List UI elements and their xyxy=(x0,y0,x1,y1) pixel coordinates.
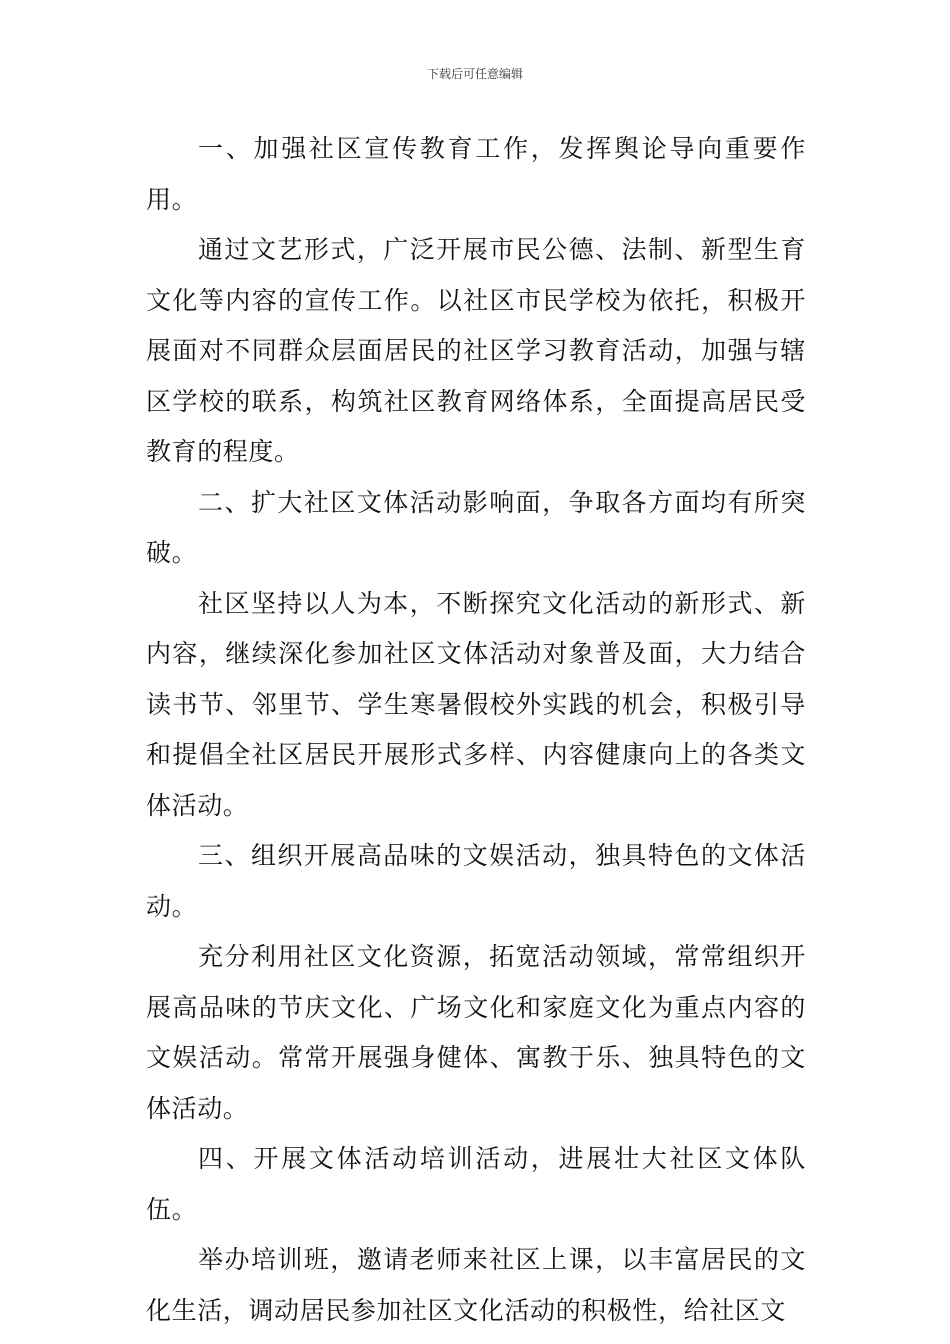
paragraph-4: 举办培训班，邀请老师来社区上课，以丰富居民的文化生活，调动居民参加社区文化活动的积极性，给社区文 xyxy=(146,1245,806,1325)
section-heading-3: 三、组织开展高品味的文娱活动，独具特色的文体活动。 xyxy=(146,841,806,921)
page-header: 下载后可任意编辑 xyxy=(426,67,523,81)
paragraph-3: 充分利用社区文化资源，拓宽活动领域，常常组织开展高品味的节庆文化、广场文化和家庭文化为重点内容的文娱活动。常常开展强身健体、寓教于乐、独具特色的文体活动。 xyxy=(146,942,806,1123)
paragraph-2: 社区坚持以人为本，不断探究文化活动的新形式、新内容，继续深化参加社区文体活动对象普及面，大力结合读书节、邻里节、学生寒暑假校外实践的机会，积极引导和提倡全社区居民开展形式多样、内容健康向上的各类文体活动。 xyxy=(146,588,806,820)
section-heading-1: 一、加强社区宣传教育工作，发挥舆论导向重要作用。 xyxy=(146,134,806,214)
section-heading-2: 二、扩大社区文体活动影响面，争取各方面均有所突破。 xyxy=(146,487,806,567)
section-heading-4: 四、开展文体活动培训活动，进展壮大社区文体队伍。 xyxy=(146,1144,806,1224)
paragraph-1: 通过文艺形式，广泛开展市民公德、法制、新型生育文化等内容的宣传工作。以社区市民学校为依托，积极开展面对不同群众层面居民的社区学习教育活动，加强与辖区学校的联系，构筑社区教育网络体系，全面提高居民受教育的程度。 xyxy=(146,235,806,466)
document-body xyxy=(146,124,806,1336)
